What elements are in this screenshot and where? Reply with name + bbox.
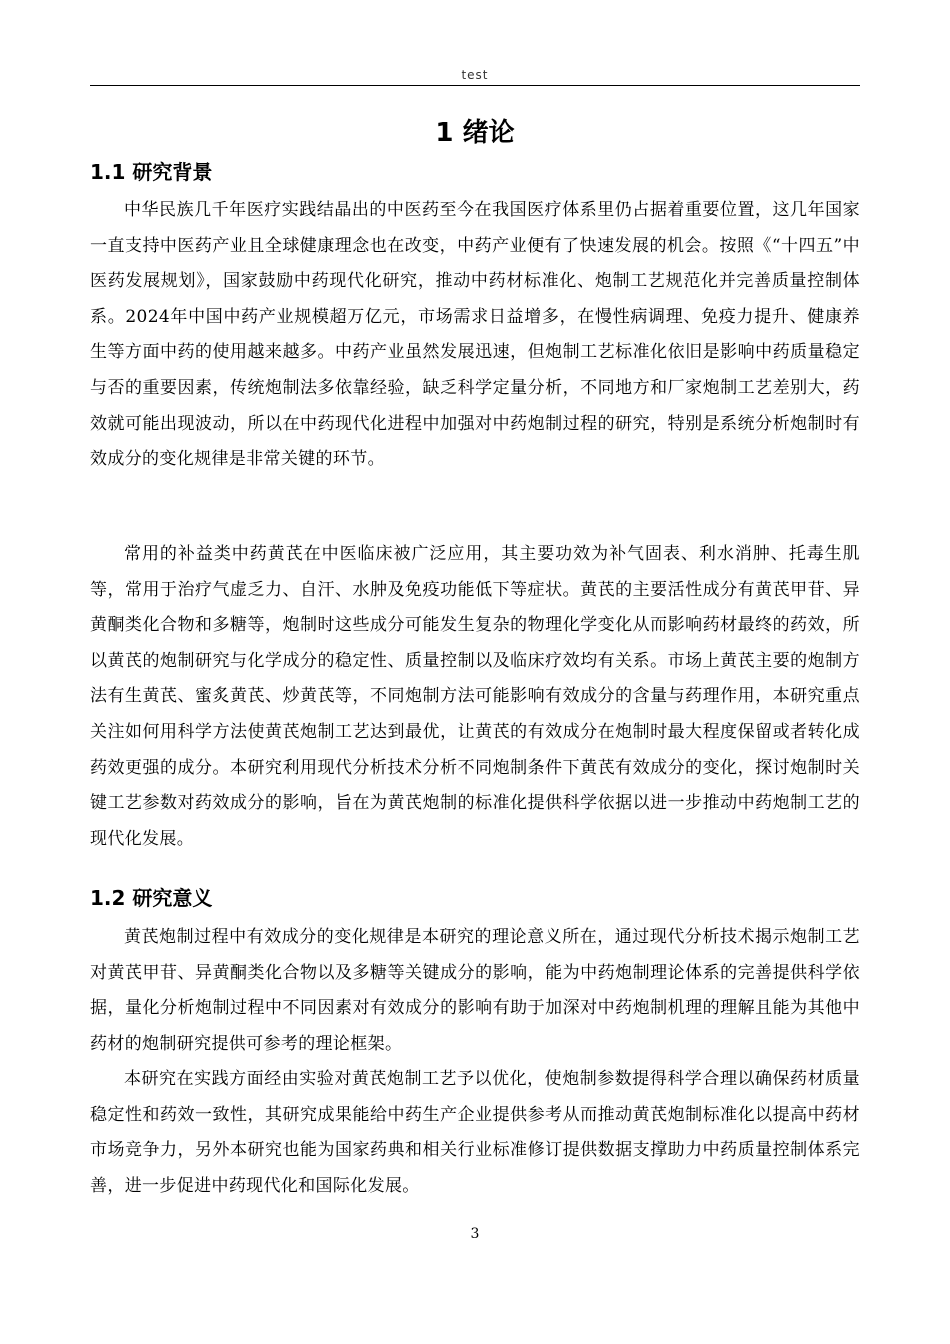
- running-header: test: [461, 68, 489, 82]
- section-heading-background: 1.1 研究背景: [90, 160, 213, 184]
- page-number: 3: [470, 1226, 480, 1242]
- paragraph-significance-2: 本研究在实践方面经由实验对黄芪炮制工艺予以优化，使炮制参数提得科学合理以确保药材质量稳定性和药效一致性，其研究成果能给中药生产企业提供参考从而推动黄芪炮制标准化以提高中药材市场竞争力，另外本研究也能为国家药典和相关行业标准修订提供数据支撑助力中药质量控制体系完善，进一步促进中药现代化和国际化发展。: [90, 1069, 860, 1196]
- chapter-title: 1 绪论: [435, 118, 515, 148]
- section-heading-significance: 1.2 研究意义: [90, 886, 213, 910]
- paragraph-background-2: 常用的补益类中药黄芪在中医临床被广泛应用，其主要功效为补气固表、利水消肿、托毒生肌等，常用于治疗气虚乏力、自汗、水肿及免疫功能低下等症状。黄芪的主要活性成分有黄芪甲苷、异黄酮类化合物和多糖等，炮制时这些成分可能发生复杂的物理化学变化从而影响药材最终的药效，所以黄芪的炮制研究与化学成分的稳定性、质量控制以及临床疗效均有关系。市场上黄芪主要的炮制方法有生黄芪、蜜炙黄芪、炒黄芪等，不同炮制方法可能影响有效成分的含量与药理作用，本研究重点关注如何用科学方法使黄芪炮制工艺达到最优，让黄芪的有效成分在炮制时最大程度保留或者转化成药效更强的成分。本研究利用现代分析技术分析不同炮制条件下黄芪有效成分的变化，探讨炮制时关键工艺参数对药效成分的影响，旨在为黄芪炮制的标准化提供科学依据以进一步推动中药炮制工艺的现代化发展。: [90, 544, 860, 849]
- paragraph-background-1: 中华民族几千年医疗实践结晶出的中医药至今在我国医疗体系里仍占据着重要位置，这几年国家一直支持中医药产业且全球健康理念也在改变，中药产业便有了快速发展的机会。按照《“十四五”中医药发展规划》，国家鼓励中药现代化研究，推动中药材标准化、炮制工艺规范化并完善质量控制体系。2024年中国中药产业规模超万亿元，市场需求日益增多，在慢性病调理、免疫力提升、健康养生等方面中药的使用越来越多。中药产业虽然发展迅速，但炮制工艺标准化依旧是影响中药质量稳定与否的重要因素，传统炮制法多依靠经验，缺乏科学定量分析，不同地方和厂家炮制工艺差别大，药效就可能出现波动，所以在中药现代化进程中加强对中药炮制过程的研究，特别是系统分析炮制时有效成分的变化规律是非常关键的环节。: [90, 200, 860, 470]
- paragraph-significance-1: 黄芪炮制过程中有效成分的变化规律是本研究的理论意义所在，通过现代分析技术揭示炮制工艺对黄芪甲苷、异黄酮类化合物以及多糖等关键成分的影响，能为中药炮制理论体系的完善提供科学依据，量化分析炮制过程中不同因素对有效成分的影响有助于加深对中药炮制机理的理解且能为其他中药材的炮制研究提供可参考的理论框架。: [90, 927, 860, 1054]
- header-divider: [90, 85, 860, 86]
